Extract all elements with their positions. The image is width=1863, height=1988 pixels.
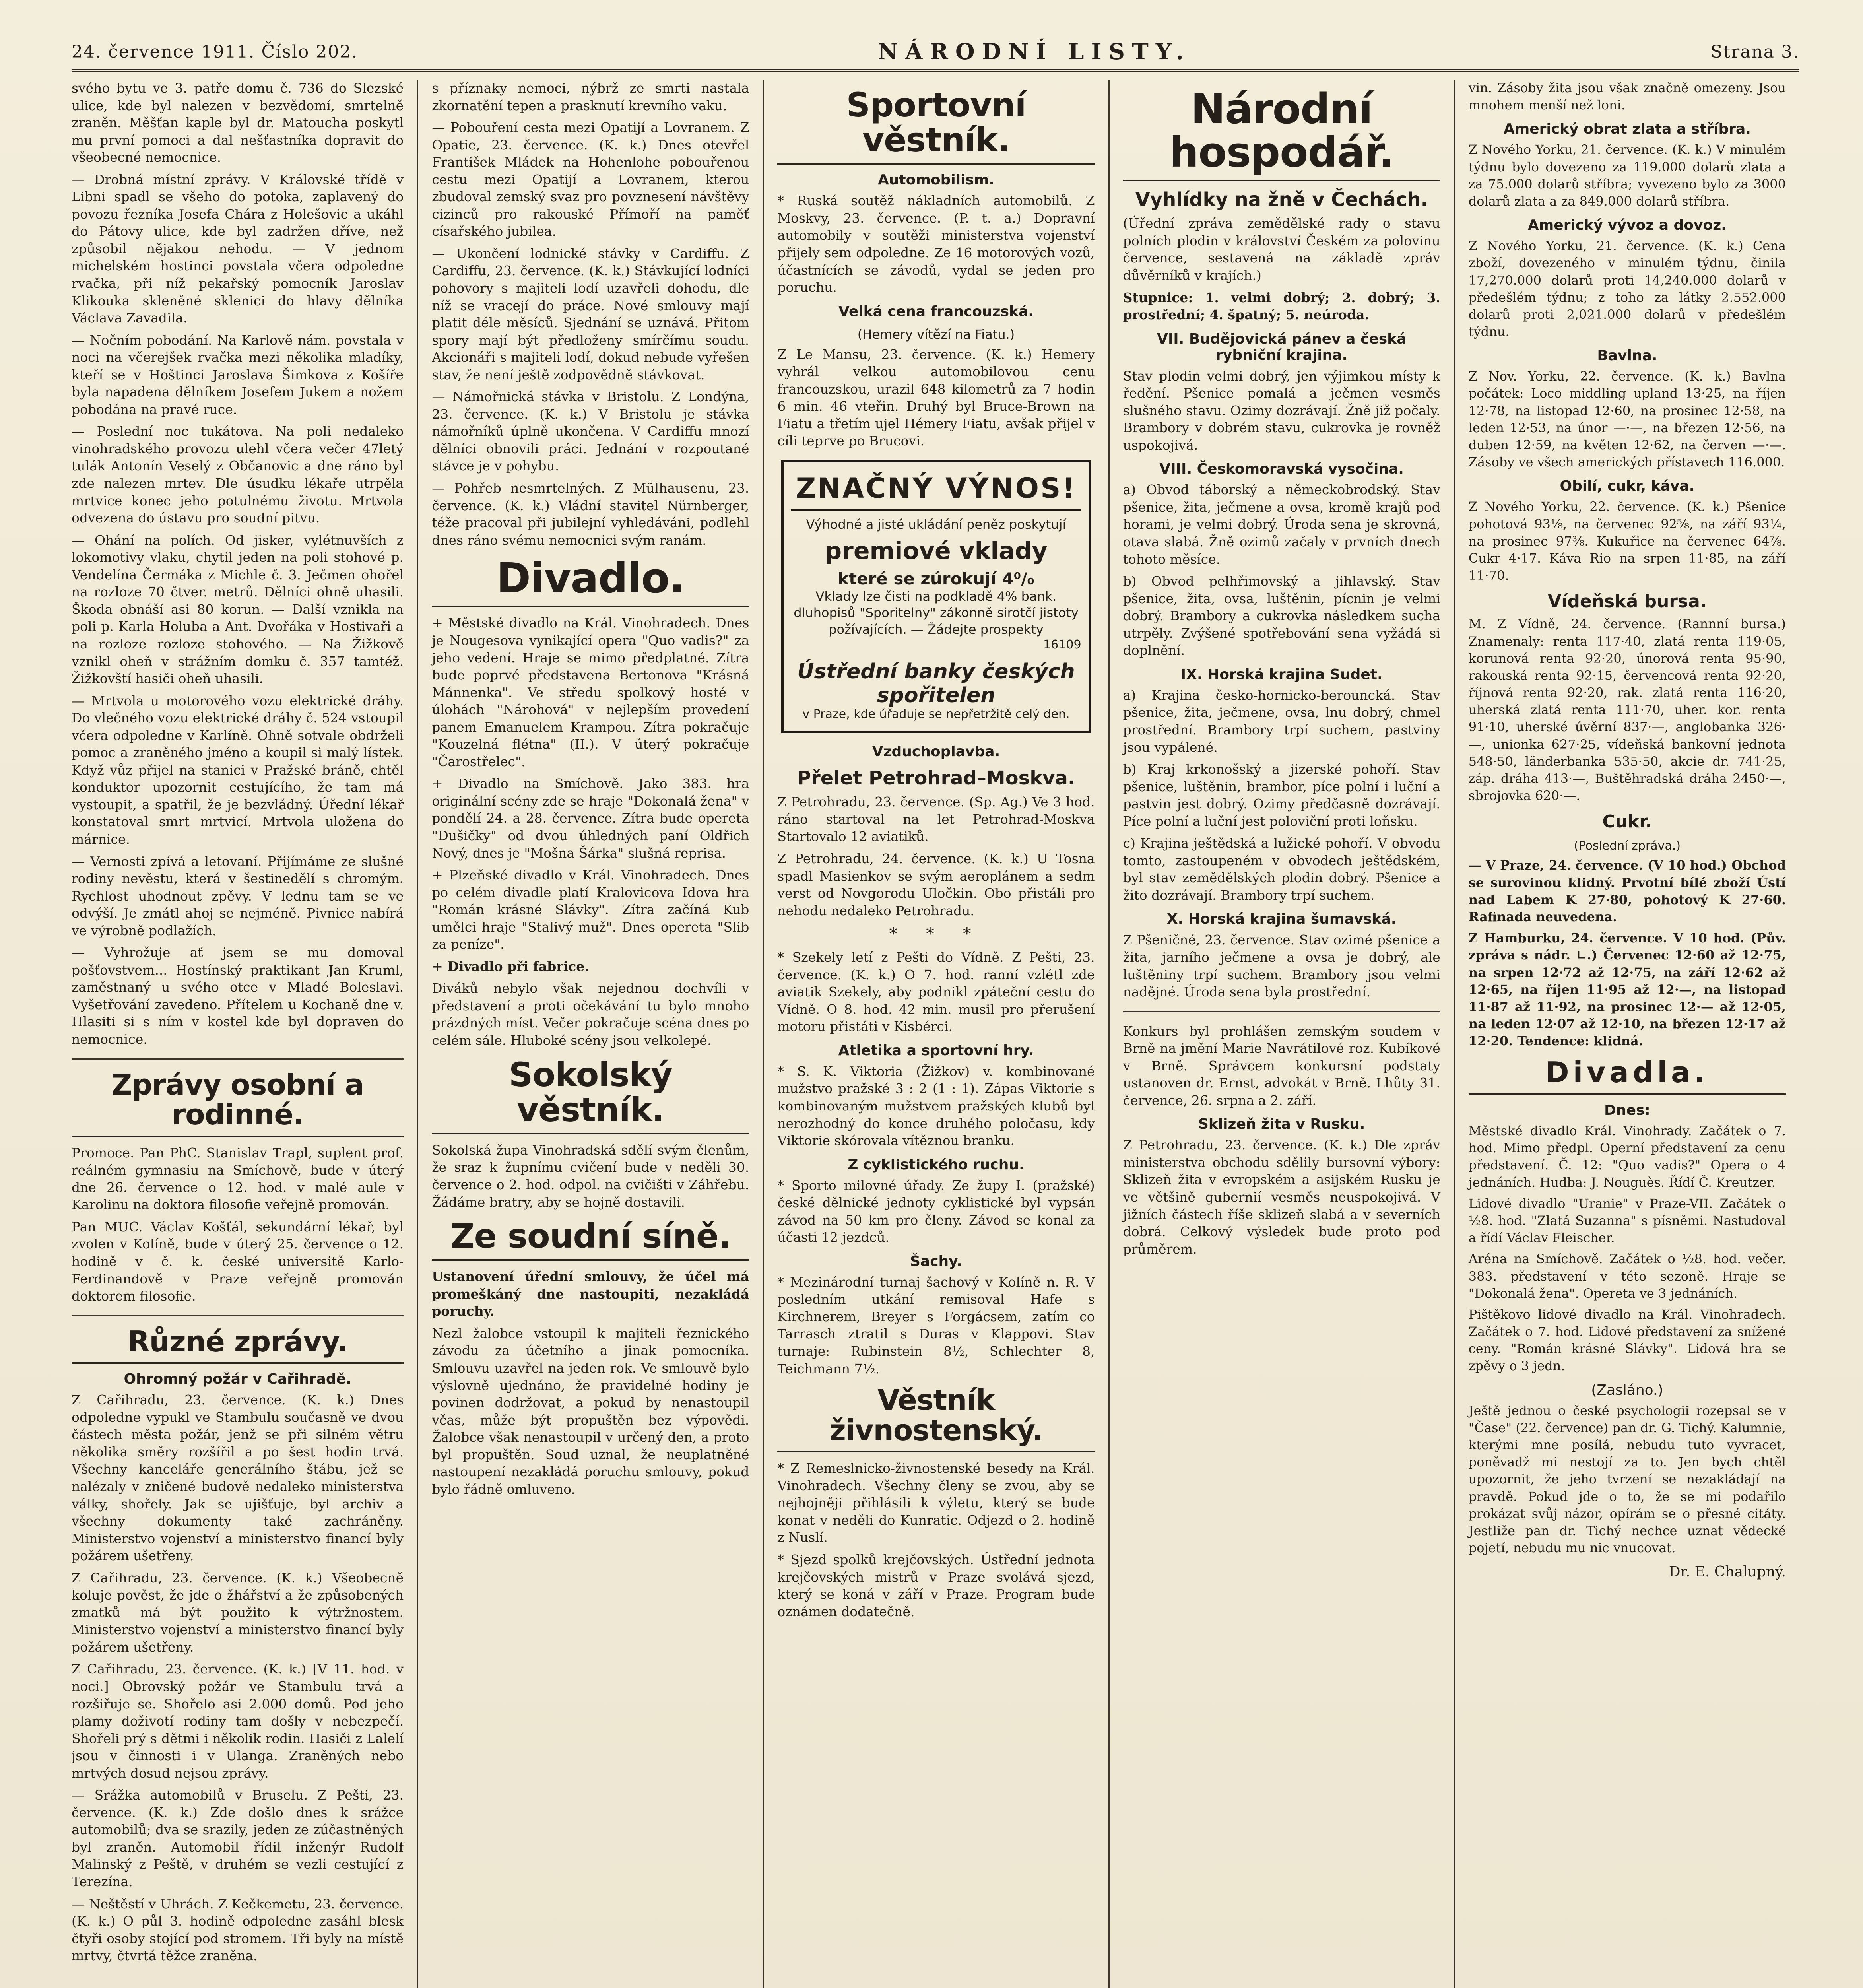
article-text: (Úřední zpráva zemědělské rady o stavu polních plodin v království Českém za polovinu července, sestavená na základě zpráv důvěrníků v krajích.) [1123,215,1440,283]
article-text: * S. K. Viktoria (Žižkov) v. kombinované mužstvo pražské 3 : 2 (1 : 1). Zápas Viktorie s kombinovaným mužstvem pražských klubů byl nerozhodný do konce druhého poločasu, kdy Viktorie skórovala vítěznou branku. [777,1063,1095,1149]
article-text: — Nočním pobodání. Na Karlově nám. povstala v noci na včerejšek rvačka mezi několika mladíky, kteří se v Hoštinci Jaroslava Šimkova z Košíře byla napadena dělníkem Josefem Jukem a nožem pobodána na pravé ruce. [72,332,404,417]
article-heading: Americký obrat zlata a stříbra. [1503,121,1751,138]
article-text: b) Kraj krkonošský a jizerské pohoří. Stav pšenice, luštěnin, brambor, píce polní i luční a pastvin jest dobrý. Ozimy předčasně dozrávají. Píce polní a luční jest poloviční proti loňsku. [1123,761,1440,829]
article-text: Nezl žalobce vstoupil k majiteli řeznického závodu za účetního a jinak pomocníka. Smlouvu uzavřel na jeden rok. Ve smlouvě bylo výslovně ujednáno, že pravidelné hodiny je povinen dodržovat, a pokud by nenastoupil včas, může být propuštěn bez výpovědi. Žalobce však nenastoupil v určený den, a proto byl propuštěn. Soud uznal, že neuplatněné nastoupení nezakládá poruchu smlouvy, pokud bylo řádně omluveno. [432,1325,749,1497]
article-text: * Szekely letí z Pešti do Vídně. Z Pešti, 23. července. (K. k.) O 7. hod. ranní vzlétl zde aviatik Szekely, aby podnikl zpáteční cestu do Vídně. O 8. hod. 42 min. musil pro přerušení motoru přistáti v Kisbérci. [777,949,1095,1035]
article-text: s příznaky nemoci, nýbrž ze smrti nastala zkornatění tepen a prasknutí krevního vaku. [432,80,749,113]
section-title-misc: Různé zprávy. [72,1327,404,1364]
article-text: vin. Zásoby žita jsou však značně omezeny. Jsou mnohem menší než loni. [1468,80,1786,113]
article-text: + Městské divadlo na Král. Vinohradech. Dnes je Nougesova vynikající opera "Quo vadis?" za jeho vedení. Hraje se mimo předplatné. Zítra bude poprvé představena Bertonova "Krásná Mánnenka". Ve středu spolkový hosté v úlohách "Nárohová" v nejlepším provedení panem Emanuelem Krampou. Zítra pokračuje "Kouzelná flétna" (II.). V úterý pokračuje "Čarostřelec". [432,615,749,769]
article-text: — Ohání na polích. Od jisker, vylétnuvších z lokomotivy vlaku, chytil jeden na poli stohové p. Vendelína Čermáka z Michle č. 3. Ječmen ohořel na rozloze 70 čtver. metrů. Dělníci ohně uhasili. Škoda obnáší asi 80 korun. — Další vznikla na poli p. Karla Holuba a Ant. Dvořáka v Hostivaři a na rozloze rozloze stohového. — Na Žižkově vznikl oheň v strážním domku č. 357 tamtéž. Žižkovští hasiči oheň uhasili. [72,532,404,687]
article-text: Stav plodin velmi dobrý, jen výjimkou místy k ředění. Pšenice pomalá a ječmen vesměs slušného stavu. Ozimy dozrávají. Žně již počaly. Brambory v dobrém stavu, cukrovka je rovněž uspokojivá. [1123,368,1440,453]
divider [1123,1011,1440,1012]
article-text: — Pohřeb nesmrtelných. Z Mülhausenu, 23. července. (K. k.) Vládní stavitel Nürnberger, téže pracoval při jubilejní vyhledáváni, podlehl dnes ráno svému nemocnici svým ranám. [432,480,749,548]
ad-highlight: premiové vklady [825,537,1048,565]
article-text: * Sporto milovné úřady. Ze župy I. (pražské) české dělnické jednoty cyklistické byl vypsán závod na 50 km pro členy. Závod se konal za účasti 12 jezdců. [777,1177,1095,1245]
ad-number: 16109 [1043,638,1081,652]
article-text: — Drobná místní zprávy. V Královské třídě v Libni spadl se všeho do potoka, zaplavený do povozu řezníka Josefa Chára z Holešovic a ukáhl do Pátovy ulice, kde byl zadržen dříve, než způsobil nějakou nehodu. — V jednom michelském hostinci povstala včera odpoledne rvačka, při níž pekařský pomocník Jaroslav Klikouka skleněné sklenici do hlavy dělníka Václava Zavadila. [72,171,404,326]
column-1 [72,80,417,1988]
article-text: Promoce. Pan PhC. Stanislav Trapl, suplent prof. reálném gymnasiu na Smíchově, bude v úterý dne 26. července o 12. hod. v malé aule v Karolinu na doktora filosofie veřejně promován. [72,1145,404,1213]
article-text: Z Nov. Yorku, 22. července. (K. k.) Bavlna počátek: Loco middling upland 13·25, na říjen 12·78, na listopad 12·60, na prosinec 12·58, na leden 12·53, na únor —·—, na březen 12·56, na duben 12·59, na květen 12·62, na červen —·—. Zásoby ve všech amerických přístavech 116.000. [1468,369,1786,470]
article-text: — V Praze, 24. července. (V 10 hod.) Obchod se surovinou klidný. Prvotní bílé zboží Ústí nad Labem K 27·80, pohotový K 27·60. Rafinada neuvedena. [1468,858,1786,924]
ad-headline: ZNAČNÝ VÝNOS! [791,472,1081,511]
article-text: — Ukončení lodnické stávky v Cardiffu. Z Cardiffu, 23. července. (K. k.) Stávkující lodníci pohovory s majiteli lodí uzavřeli dohodu, dle níž se vracejí do práce. Nové smlouvy mají platit déle měsíců. Sjednání se uznává. Přitom spory mají být předloženy smírčímu soudu. Akcionáři s majiteli lodí, dokud nebude vyřešen stav, že není ještě zodpovědně stávkovat. [432,245,749,382]
article-text: + Divadlo na Smíchově. Jako 383. hra originální scény zde se hraje "Dokonalá žena" v pondělí 24. a 28. července. Zítra bude opereta "Dušičky" od dvou úhledných paní Oldřich Nový, dnes je "Mošna Šárka" slušná reprisa. [432,776,749,861]
ad-footer: v Praze, kde úřaduje se nepřetržitě celý den. [802,707,1070,722]
article-text: Pan MUC. Václav Košťál, sekundární lékař, byl zvolen v Kolíně, bude v úterý 25. července o 12. hodině v č. k. české universitě Karlo-Ferdinandově v Praze veřejně promován doktorem filosofie. [72,1219,404,1304]
section-title-court: Ze soudní síně. [432,1219,749,1261]
article-text: Z Petrohradu, 24. července. (K. k.) U Tosna spadl Masienkov se svým aeroplánem a sedm verst od Novgorodu Uločkin. Obo přistáli pro nehodu nedaleko Petrohradu. [777,850,1095,918]
article-text: Městské divadlo Král. Vinohrady. Začátek o 7. hod. Mimo předpl. Operní představení za cenu představení. Č. 12: "Quo vadis?" Opera o 4 jednáních. Hudba: J. Nouguès. Řídí Č. Kreutzer. [1468,1123,1786,1190]
article-text: c) Krajina ještědská a lužické pohoří. V obvodu tomto, zastoupeném v obvodech ještědském, byl stav zemědělských plodin dobrý. Pšenice a žito dozrávají. Brambory trpí suchem. [1123,835,1440,903]
article-text: — Námořnická stávka v Bristolu. Z Londýna, 23. července. (K. k.) V Bristolu je stávka námořníků úplně ukončena. V Cardiffu mnozí dělníci obnovili práci. Jednání v rozpoutané stávce je v pohybu. [432,389,749,474]
article-text: Z Hamburku, 24. července. V 10 hod. (Pův. zpráva s nádr. ∟.) Červenec 12·60 až 12·75, na srpen 12·72 až 12·75, na září 12·62 až 12·65, na říjen 11·95 až 12·—, na listopad 11·87 až 11·92, na prosinec 12·— až 12·05, na leden 12·07 až 12·10, na březen 12·17 až 12·20. Tendence: klidná. [1468,930,1786,1049]
column-5 [1454,80,1799,1988]
masthead-title: NÁRODNÍ LISTY. [877,39,1191,65]
article-text: Diváků nebylo však nejednou dochvíli v představení a proti očekávání tu bylo mnoho prázdných míst. Večer pokračuje scéna dnes po celém sále. Hluboké scény jsou velkolepé. [432,980,749,1048]
section-title-trade: Věstník živnostenský. [777,1385,1095,1452]
article-heading: Obilí, cukr, káva. [1560,478,1695,495]
ad-rate: které se zúrokují 4⁰/₀ [838,569,1034,588]
article-text: Z Cařihradu, 23. července. (K. k.) Všeobecně koluje pověst, že jde o žhářství a že způsobených zmatků má být použito k výtržnostem. Ministerstvo vojenství a ministerstvo financí byly požárem ušetřeny. [72,1570,404,1655]
article-text: Z Nového Yorku, 22. července. (K. k.) Pšenice pohotová 93⅛, na červenec 92⅝, na září 93¼, na prosinec 97⅜. Kukuřice na červenec 64⅞. Cukr 4·17. Káva Rio na srpen 11·85, na září 11·70. [1468,499,1786,583]
separator-stars: * * * [889,925,983,944]
ad-bank-name: Ústřední banky českých spořitelen [797,660,1075,708]
article-heading: Velká cena francouzská. [838,303,1034,320]
article-text: svého bytu ve 3. patře domu č. 736 do Slezské ulice, kde byl nalezen v bezvědomí, smrtelně zraněn. Měšťan kaple byl dr. Matoucha poskytl mu první pomoci a dal nešťastníka dopravit do všeobecné nemocnice. [72,80,404,165]
article-heading: Z cyklistického ruchu. [848,1156,1025,1173]
article-text: * Sjezd spolků krejčovských. Ústřední jednota krejčovských mistrů v Praze svolává sjezd, který se koná v září v Praze. Program bude oznámen dodatečně. [777,1552,1095,1619]
article-text: Konkurs byl prohlášen zemským soudem v Brně na jmění Marie Navrátilové roz. Kubíkové v Brně. Správcem konkursní podstaty ustanoven dr. Ernst, advokát v Brně. Lhůty 31. července, 26. srpna a 2. září. [1123,1023,1440,1108]
article-heading: X. Horská krajina šumavská. [1166,911,1397,928]
article-text: — Mrtvola u motorového vozu elektrické dráhy. Do vlečného vozu elektrické dráhy č. 524 vstoupil včera odpoledne v Karlíně. Ohně sotvale obdrželi pomoc a zraněného jméno a koupil si malý lístek. Když vůz přijel na stanici v Pražské bráně, chtěl konduktor upozornit cestujícího, že tam má vystoupit, a spatřil, že je bezvládný. Úřední lékař konstatoval smrt mrtvicí. Mrtvola uložena do márnice. [72,693,404,847]
article-text: — Vernosti zpívá a letovaní. Přijímáme ze slušné rodiny nevěstu, která v šestinedělí s chromým. Rychlost uhodnout zpěvy. V lednu tam se ve odvýší. Je zmátl ahoj se nejméně. Pivnice nabírá ve výrobně podlažích. [72,853,404,938]
article-subheading: (Poslední zpráva.) [1574,839,1681,853]
article-text: Z Petrohradu, 23. července. (K. k.) Dle zpráv ministerstva obchodu sdělily bursovní výbory: Sklizeň žita v evropském a asijském Rusku je ve většině gubernií vesměs neuspokojivá. V jižních částech říše sklizeň slabá a v severních dobrá. Celkový výsledek bude proto pod průměrem. [1123,1137,1440,1257]
article-heading: Přelet Petrohrad–Moskva. [797,767,1075,790]
article-heading: (Zasláno.) [1591,1382,1663,1398]
issue-date: 24. července 1911. Číslo 202. [72,41,358,62]
article-text: Lidové divadlo "Uranie" v Praze-VII. Začátek o ½8. hod. "Zlatá Suzanna" s písněmi. Nastudoval a řídí Václav Fleischer. [1468,1196,1786,1246]
article-text: Z Le Mansu, 23. července. (K. k.) Hemery vyhrál velkou automobilovou cenu francouzskou, urazil 648 kilometrů za 7 hodin 6 min. 46 vteřin. Druhý byl Bruce-Brown na Fiatu a třetím ujel Hémery Fiatu, avšak přijel v cíli teprve po Brucovi. [777,346,1095,449]
article-heading: Vyhlídky na žně v Čechách. [1135,188,1428,211]
column-3 [763,80,1108,1988]
article-text: Pištěkovo lidové divadlo na Král. Vinohradech. Začátek o 7. hod. Lidové představení za snížené ceny. "Román krásné Slávky". Lidová hra se zpěvy o 3 jedn. [1468,1307,1786,1374]
article-text: * Z Remeslnicko-živnostenské besedy na Král. Vinohradech. Všechny členy se zvou, aby se nejhojněji přihlásili k výletu, který se bude konat v neděli do Kunratic. Odjezd o 2. hodině z Nuslí. [777,1460,1095,1545]
article-heading: Atletika a sportovní hry. [838,1042,1034,1059]
article-text: Z Nového Yorku, 21. července. (K. k.) V minulém týdnu bylo dovezeno za 119.000 dolarů zlata a za 75.000 dolarů stříbra; vyvezeno bylo za 3000 dolarů zlata a za 849.000 dolarů stříbra. [1468,142,1786,209]
article-text: + Plzeňské divadlo v Král. Vinohradech. Dnes po celém divadle platí Kralovicova Idova hra "Román krásné Slávky". Zítra začíná Kub umělci hraje "Stalivý muž". Dnes opereta "Slib za peníze". [432,867,749,952]
article-text: Ustanovení úřední smlouvy, že účel má promeškáný dne nastoupiti, nezakládá poruchy. [432,1269,749,1319]
article-heading: Sklizeň žita v Rusku. [1198,1116,1365,1133]
article-heading: Automobilism. [877,172,995,188]
column-4 [1108,80,1454,1988]
article-text: a) Obvod táborský a německobrodský. Stav pšenice, žita, ječmene a ovsa, kromě krajů pod horami, je velmi dobrý. Úroda sena je skrovná, otava slabá. Žně ozimů začaly v prvních dnech tohoto měsíce. [1123,482,1440,567]
article-text: Z Petrohradu, 23. července. (Sp. Ag.) Ve 3 hod. ráno startoval na let Petrohrad-Moskva Startovalo 12 aviatiků. [777,794,1095,845]
bank-advertisement [781,460,1091,733]
column-2 [417,80,763,1988]
article-heading: VII. Budějovická pánev a česká rybniční krajina. [1157,330,1407,363]
article-heading: VIII. Českomoravská vysočina. [1159,461,1404,478]
article-heading: Ohromný požár v Cařihradě. [124,1371,351,1388]
section-title-economy: Národní hospodář. [1123,87,1440,181]
article-text: M. Z Vídně, 24. července. (Rannní bursa.) Znamenaly: renta 117·40, zlatá renta 119·05, korunová renta 92·20, únorová renta 95·90, rakouská renta 92·15, červencová renta 92·20, říjnová renta 92·20, rak. zlatá renta 116·20, uherská zlatá renta 111·70, uher. kor. renta 91·10, uherské úvěrní 837·—, anglobanka 326·—, unionka 627·25, vídeňská bankovní jednota 548·50, länderbanka 535·50, akcie dr. 741·25, záp. dráha 413·—, Buštěhradská dráha 2450·—, sbrojovka 620·—. [1468,616,1786,804]
article-heading: IX. Horská krajina Sudet. [1180,666,1383,683]
article-text: Sokolská župa Vinohradská sdělí svým členům, že sraz k župnímu cvičení bude v neděli 30. července o 2. hod. odpol. na cvičišti v Záhřebu. Žádáme bratry, aby se hojně dostavili. [432,1142,749,1210]
columns [72,80,1799,1988]
article-text: — Vyhrožuje ať jsem se mu domoval pošťovstvem... Hostínský praktikant Jan Kruml, zaměstnaný u svého otce v Mladé Boleslavi. Vyšetřování zavedeno. Přítelem u Kochaně dne v. Hlasiti si s ním v kostel kde byl dopraven do nemocnice. [72,945,404,1047]
ad-text: Výhodné a jisté ukládání peněz poskytují [806,516,1066,532]
article-text: — Poslední noc tukátova. Na poli nedaleko vinohradského provozu ulehl včera večer 47letý tulák Antonín Veselý z Občanovic a dne ráno byl zde nalezen mrtev. Dle úsudku lékaře utrpěla mrtvice konec jeho potulnému životu. Mrtvola odvezena do ústavu pro soudní pitvu. [72,423,404,526]
article-text: + Divadlo při fabrice. [432,958,589,974]
section-title-personal: Zprávy osobní a rodinné. [72,1070,404,1137]
article-heading: Šachy. [910,1253,962,1270]
article-heading: Cukr. [1602,812,1652,832]
page-header [72,40,1799,72]
article-text: — Pobouření cesta mezi Opatijí a Lovranem. Z Opatie, 23. července. (K. k.) Dnes otevřel František Mládek na Hohenlohe pobouřenou cestu mezi Opatijí a Lovranem, kterou zbudoval zemský svaz pro povznesení návštěvy cizinců pro rakouské Přímoří na paměť císařského jubilea. [432,120,749,239]
article-text: — Neštěstí v Uhrách. Z Kečkemetu, 23. července. (K. k.) O půl 3. hodině odpoledne zasáhl blesk čtyři osoby stojící pod stromem. Tři byly na místě mrtvy, čtvrtá těžce zraněna. [72,1896,404,1964]
article-text: Aréna na Smíchově. Začátek o ½8. hod. večer. 383. představení v této sezoně. Hraje se "Dokonalá žena". Opereta ve 3 jednáních. [1468,1251,1786,1301]
article-heading: Vídeňská bursa. [1548,591,1707,612]
article-text: Ještě jednou o české psychologii rozepsal se v "Čase" (22. července) pan dr. G. Tichý. Kalumnie, kterými mne posílá, nebudu tuto vyvracet, poněvadž mi nestojí za to. Jen bych chtěl upozornit, že jeho tvrzení se nezakládají na pravdě. Pokud jde o to, že se mi podařilo prokázat svůj názor, opírám se o přesné citáty. Jestliže pan dr. Tichý nechce uznat vědecké pojetí, nebudu mu nic vnucovat. [1468,1403,1786,1556]
article-text: * Mezinárodní turnaj šachový v Kolíně n. R. V posledním utkání remisoval Hafe s Kirchnerem, Breyer s Forgácsem, zatím co Tarrasch ztratil s Duras v Klappovi. Stav turnaje: Rubinstein 8½, Schlechter 8, Teichmann 7½. [777,1274,1095,1376]
article-text: Stupnice: 1. velmi dobrý; 2. dobrý; 3. prostřední; 4. špatný; 5. neúroda. [1123,289,1440,323]
article-text: Z Nového Yorku, 21. července. (K. k.) Cena zboží, dovezeného v minulém týdnu, činila 17,270.000 dolarů proti 14,240.000 dolarů v předešlém týdnu; z toho za látky 2.552.000 dolarů proti 2,021.000 dolarů v předešlém týdnu. [1468,238,1786,340]
divider [72,1315,404,1316]
ad-text: Vklady lze čisti na podkladě 4% bank. dluhopisů "Sporitelny" zákonně sirotčí jistoty požívajících. — Žádejte prospekty [794,588,1079,637]
article-heading: Vzduchoplavba. [872,744,1000,760]
article-subheading: (Hemery vítězí na Fiatu.) [857,326,1015,342]
article-text: b) Obvod pelhřimovský a jihlavský. Stav pšenice, žita, ovsa, luštěnin, pícnin je velmi dobrý. Brambory a cukrovka následkem sucha utrpěly. Zvýšené spotřebování sena vyžádá si doplnění. [1123,573,1440,658]
article-text: * Ruská soutěž nákladních automobilů. Z Moskvy, 23. července. (P. t. a.) Dopravní automobily v soutěži ministerstva vojenství přijely sem odpoledne. Ze 16 motorových vozů, účastnících se závodů, vydal se jeden pro poruchu. [777,193,1095,295]
article-text: Z Pšeničné, 23. července. Stav ozimé pšenice a žita, jarního ječmene a ovsa je dobrý, ale luštěniny trpí suchem. Brambory jsou velmi nadějné. Úroda sena byla prostřední. [1123,932,1440,1000]
article-heading: Dnes: [1604,1102,1650,1119]
section-title-sport: Sportovní věstník. [777,87,1095,165]
article-text: Z Cařihradu, 23. července. (K. k.) Dnes odpoledne vypukl ve Stambulu současně ve dvou částech města požár, jenž se při silném větru několika směry rozšířil a po šest hodin trvá. Všechny kanceláře generálního štábu, jež se nalézaly v zničené budově nedaleko ministerstva války, shořely. Jak se ujišťuje, byl archiv a všechny dokumenty také zachráněny. Ministerstvo vojenství a ministerstvo financí byly požárem ušetřeny. [72,1392,404,1564]
article-text: a) Krajina česko-hornicko-berouncká. Stav pšenice, žita, ječmene, ovsa, lnu dobrý, chmel prostřední. Brambory trpí suchem, pastviny jsou vypálené. [1123,687,1440,755]
article-text: Z Cařihradu, 23. července. (K. k.) [V 11. hod. v noci.] Obrovský požár ve Stambulu trvá a rozšiřuje se. Shořelo asi 2.000 domů. Pod jeho plamy doživotí rodiny tam došly v nebezpečí. Shořeli prý s dětmi i několik rodin. Hasiči z Lalelí jsou v činnosti i v Ulanga. Zraněných nebo mrtvých dosud nejsou zprávy. [72,1661,404,1781]
column-spacer [1799,80,1813,1988]
section-title-theatres: Divadla. [1469,1058,1786,1095]
article-heading: Americký vývoz a dovoz. [1527,217,1727,234]
article-heading: Bavlna. [1597,348,1657,364]
section-title-theatre: Divadlo. [432,557,749,607]
page-number: Strana 3. [1710,41,1799,62]
divider [72,1058,404,1060]
section-title-sokol: Sokolský věstník. [432,1057,749,1134]
signature: Dr. E. Chalupný. [1669,1564,1786,1580]
article-text: — Srážka automobilů v Bruselu. Z Pešti, 23. července. (K. k.) Zde došlo dnes k srážce automobilů; dva se srazily, jeden ze zúčastněných byl zraněn. Automobil řídil inženýr Rudolf Malinský z Peště, v druhém se vezli cestující z Terezína. [72,1787,404,1889]
